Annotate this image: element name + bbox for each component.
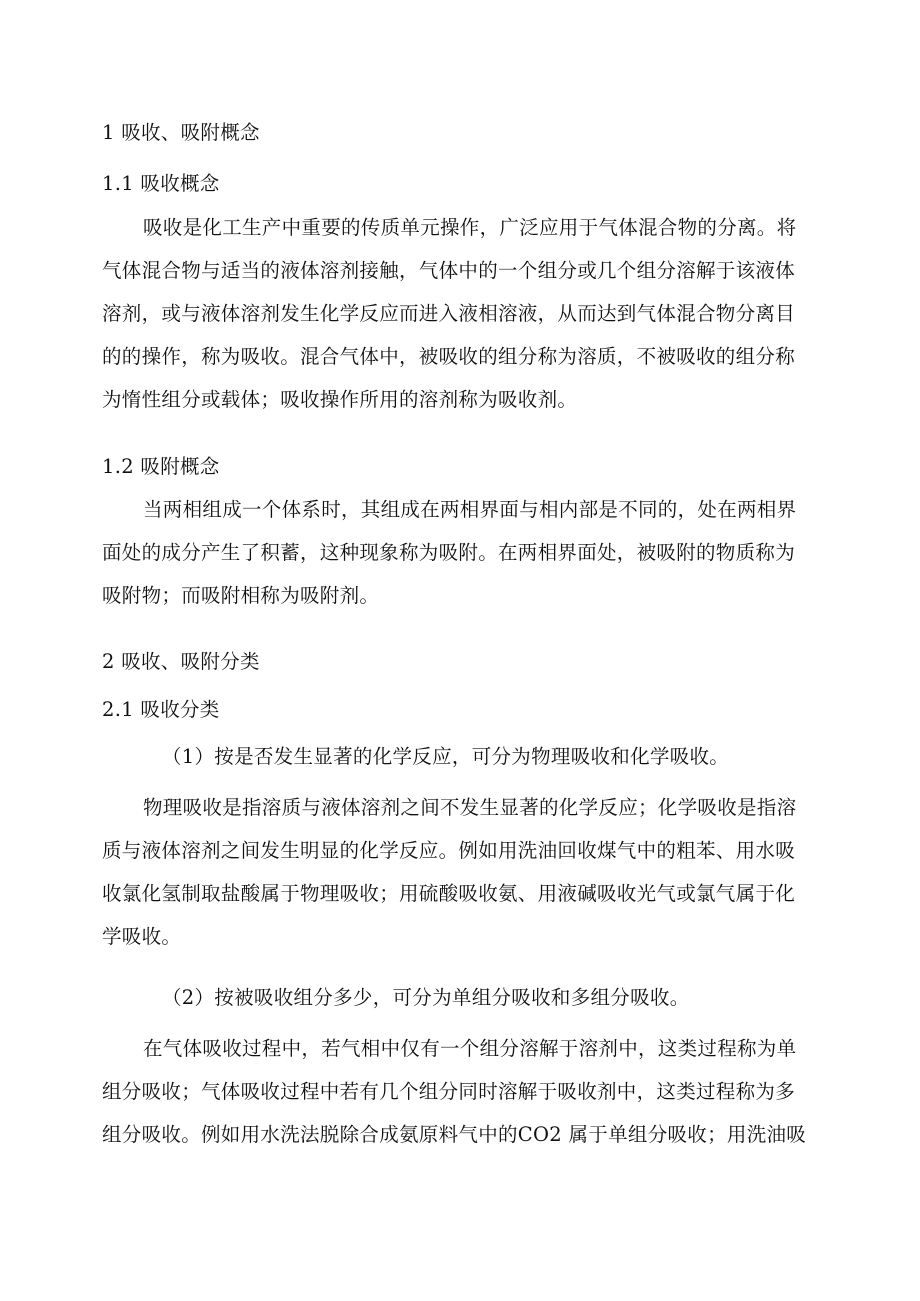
list-item-2: （2）按被吸收组分多少，可分为单组分吸收和多组分吸收。: [162, 986, 690, 1009]
paragraph-line: 组分吸收。例如用水洗法脱除合成氨原料气中的CO2 属于单组分吸收；用洗油吸: [102, 1123, 807, 1146]
paragraph-line: 收氯化氢制取盐酸属于物理吸收；用硫酸吸收氨、用液碱吸收光气或氯气属于化: [102, 882, 796, 905]
list-item-1: （1）按是否发生显著的化学反应，可分为物理吸收和化学吸收。: [162, 745, 730, 768]
subsection-heading-1-1: 1.1 吸收概念: [102, 172, 220, 195]
subsection-heading-2-1: 2.1 吸收分类: [102, 698, 220, 721]
paragraph-line: 物理吸收是指溶质与液体溶剂之间不发生显著的化学反应；化学吸收是指溶: [143, 796, 797, 819]
paragraph-line: 为惰性组分或载体；吸收操作所用的溶剂称为吸收剂。: [102, 388, 578, 411]
subsection-heading-1-2: 1.2 吸附概念: [102, 455, 220, 478]
section-heading-2: 2 吸收、吸附分类: [102, 650, 260, 673]
paragraph-line: 在气体吸收过程中，若气相中仅有一个组分溶解于溶剂中，这类过程称为单: [143, 1037, 797, 1060]
paragraph-line: 质与液体溶剂之间发生明显的化学反应。例如用洗油回收煤气中的粗苯、用水吸: [102, 839, 796, 862]
paragraph-line: 吸附物；而吸附相称为吸附剂。: [102, 584, 380, 607]
paragraph-line: 吸收是化工生产中重要的传质单元操作，广泛应用于气体混合物的分离。将: [143, 216, 797, 239]
paragraph-line: 的的操作，称为吸收。混合气体中，被吸收的组分称为溶质，不被吸收的组分称: [102, 345, 796, 368]
paragraph-line: 当两相组成一个体系时，其组成在两相界面与相内部是不同的，处在两相界: [143, 498, 797, 521]
section-heading-1: 1 吸收、吸附概念: [102, 121, 260, 144]
paragraph-line: 面处的成分产生了积蓄，这种现象称为吸附。在两相界面处，被吸附的物质称为: [102, 541, 796, 564]
paragraph-line: 气体混合物与适当的液体溶剂接触，气体中的一个组分或几个组分溶解于该液体: [102, 259, 796, 282]
paragraph-line: 溶剂，或与液体溶剂发生化学反应而进入液相溶液，从而达到气体混合物分离目: [102, 302, 796, 325]
paragraph-line: 组分吸收；气体吸收过程中若有几个组分同时溶解于吸收剂中，这类过程称为多: [102, 1080, 796, 1103]
paragraph-line: 学吸收。: [102, 925, 182, 948]
